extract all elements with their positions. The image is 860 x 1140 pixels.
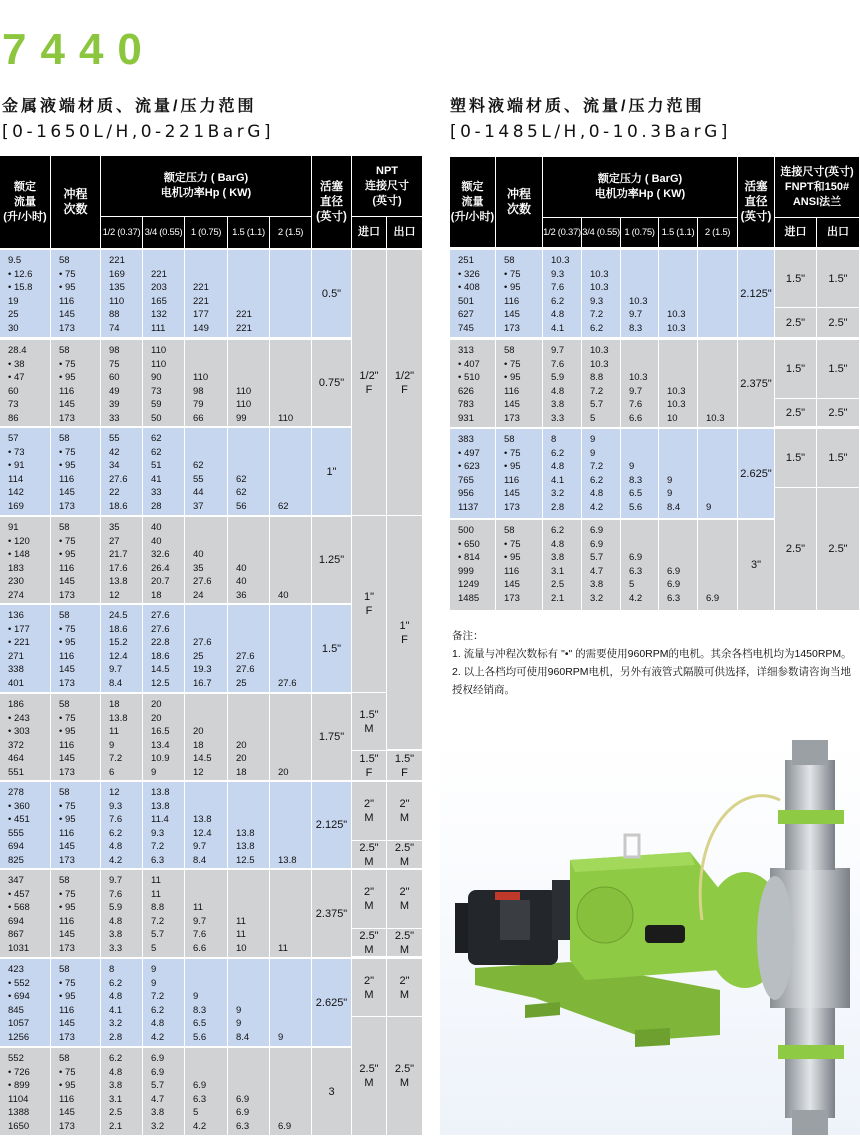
pressure-cell: 20 20 18	[228, 694, 269, 780]
pressure-cell: 9	[270, 959, 311, 1046]
outlet-size-cell: 1.5" F	[387, 751, 422, 780]
plastic-section-title: 塑料液端材质、流量/压力范围	[450, 98, 705, 115]
pressure-cell: 20	[270, 694, 311, 780]
outlet-size-cell: 2" M	[387, 959, 422, 1016]
header-hp-0: 1/2 (0.37)	[543, 218, 581, 247]
inlet-size-cell: 1.5"	[775, 250, 816, 307]
strokes-cell: 58 • 75 • 95 116 145 173	[496, 340, 542, 427]
pressure-cell: 6.2 4.8 3.8 3.1 2.5 2.1	[543, 520, 581, 610]
flow-cell: 91 • 120 • 148 183 230 274	[0, 517, 50, 603]
strokes-cell: 58 • 75 • 95 116 145 173	[496, 429, 542, 518]
flow-cell: 278 • 360 • 451 555 694 825	[0, 782, 50, 868]
pressure-cell: 6.9 6.9 5.7 4.7 3.8 3.2	[143, 1048, 184, 1135]
plunger-cell: 0.5"	[312, 250, 351, 337]
pressure-cell: 11 11 10	[228, 870, 269, 957]
inlet-size-cell: 2.5"	[775, 308, 816, 337]
pressure-cell: 8 6.2 4.8 4.1 3.2 2.8	[101, 959, 142, 1046]
flow-cell: 28.4 • 38 • 47 60 73 86	[0, 340, 50, 426]
inlet-size-cell: 2" M	[352, 870, 386, 928]
header-flow: 额定 流量 (升/小时)	[0, 156, 50, 248]
pressure-cell: 27.6 25 19.3 16.7	[185, 605, 227, 692]
pressure-cell: 55 42 34 27.6 22 18.6	[101, 428, 142, 515]
header-hp-3: 1.5 (1.1)	[659, 218, 697, 247]
plunger-cell: 3	[312, 1048, 351, 1135]
strokes-cell: 58 • 75 • 95 116 145 173	[51, 428, 100, 515]
pressure-cell: 27.6 27.6 25	[228, 605, 269, 692]
header-pressure: 额定压力 ( BarG) 电机功率Hp ( KW)	[101, 156, 311, 216]
plunger-cell: 2.625"	[312, 959, 351, 1046]
header-plunger: 活塞 直径 (英寸)	[312, 156, 351, 248]
note-line: 授权经销商。	[452, 684, 515, 696]
inlet-size-cell: 1.5"	[775, 429, 816, 487]
inlet-size-cell: 2.5"	[775, 488, 816, 610]
inlet-size-cell: 1" F	[352, 516, 386, 692]
header-outlet: 出口	[817, 218, 859, 247]
header-plunger: 活塞 直径 (英寸)	[738, 157, 774, 247]
header-strokes: 冲程 次数	[51, 156, 100, 248]
flow-cell: 552 • 726 • 899 1104 1388 1650	[0, 1048, 50, 1135]
pressure-cell: 221 221	[228, 250, 269, 337]
inlet-size-cell: 2" M	[352, 959, 386, 1016]
pressure-cell: 6.9 6.3 5 4.2	[621, 520, 658, 610]
pressure-cell: 10.3	[698, 340, 737, 427]
pressure-cell: 27.6 27.6 22.8 18.6 14.5 12.5	[143, 605, 184, 692]
flow-cell: 9.5 • 12.6 • 15.8 19 25 30	[0, 250, 50, 337]
outlet-size-cell: 1" F	[387, 516, 422, 749]
notes	[452, 627, 860, 699]
inlet-size-cell: 2.5" M	[352, 841, 386, 868]
outlet-size-cell: 2.5" M	[387, 929, 422, 956]
strokes-cell: 58 • 75 • 95 116 145 173	[51, 782, 100, 868]
pressure-cell: 10.3 10.3	[659, 250, 697, 337]
pressure-cell: 40 40 36	[228, 517, 269, 603]
plunger-cell: 2.375"	[312, 870, 351, 957]
strokes-cell: 58 • 75 • 95 116 145 173	[51, 959, 100, 1046]
header-pressure: 额定压力 ( BarG) 电机功率Hp ( KW)	[543, 157, 737, 217]
inlet-size-cell: 1.5"	[775, 340, 816, 398]
header-hp-3: 1.5 (1.1)	[228, 217, 269, 248]
pressure-cell: 221 169 135 110 88 74	[101, 250, 142, 337]
pressure-cell: 6.9 6.9 6.3	[228, 1048, 269, 1135]
outlet-size-cell: 1.5"	[817, 250, 859, 307]
pressure-cell: 12 9.3 7.6 6.2 4.8 4.2	[101, 782, 142, 868]
outlet-size-cell: 2.5"	[817, 488, 859, 610]
header-hp-4: 2 (1.5)	[270, 217, 311, 248]
plunger-cell: 1"	[312, 428, 351, 515]
pressure-cell: 6.9 6.9 5.7 4.7 3.8 3.2	[582, 520, 620, 610]
pressure-cell: 10.3 9.7 8.3	[621, 250, 658, 337]
inlet-size-cell: 2" M	[352, 782, 386, 840]
pressure-cell: 9 9 8.4	[228, 959, 269, 1046]
pressure-cell: 62 62 51 41 33 28	[143, 428, 184, 515]
pressure-cell: 13.8	[270, 782, 311, 868]
strokes-cell: 58 • 75 • 95 116 145 173	[51, 517, 100, 603]
pressure-cell	[270, 250, 311, 337]
metal-section-title: 金属液端材质、流量/压力范围	[2, 98, 257, 115]
pressure-cell: 10.3 9.3 7.6 6.2 4.8 4.1	[543, 250, 581, 337]
note-line: 1. 流量与冲程次数标有 "•" 的需要使用960RPM的电机。其余各档电机均为1450RPM。	[452, 648, 852, 660]
flow-cell: 423 • 552 • 694 845 1057 1256	[0, 959, 50, 1046]
strokes-cell: 58 • 75 • 95 116 145 173	[51, 1048, 100, 1135]
pressure-cell: 6.2 4.8 3.8 3.1 2.5 2.1	[101, 1048, 142, 1135]
pressure-cell: 10.3 10.3 8.8 7.2 5.7 5	[582, 340, 620, 427]
pressure-cell: 110 110 99	[228, 340, 269, 426]
outlet-size-cell: 1/2" F	[387, 250, 422, 515]
header-strokes: 冲程 次数	[496, 157, 542, 247]
strokes-cell: 58 • 75 • 95 116 145 173	[496, 520, 542, 610]
pressure-cell: 110	[270, 340, 311, 426]
strokes-cell: 58 • 75 • 95 116 145 173	[51, 250, 100, 337]
inlet-size-cell: 1.5" M	[352, 693, 386, 750]
pressure-cell: 13.8 13.8 11.4 9.3 7.2 6.3	[143, 782, 184, 868]
pressure-cell: 9 8.3 6.5 5.6	[185, 959, 227, 1046]
pressure-cell: 40 35 27.6 24	[185, 517, 227, 603]
header-hp-1: 3/4 (0.55)	[143, 217, 184, 248]
outlet-size-cell: 2" M	[387, 870, 422, 928]
strokes-cell: 58 • 75 • 95 116 145 173	[51, 340, 100, 426]
inlet-size-cell: 2.5" M	[352, 929, 386, 956]
flow-cell: 251 • 326 • 408 501 627 745	[450, 250, 495, 337]
pump-image	[440, 740, 860, 1135]
pressure-cell: 98 75 60 49 39 33	[101, 340, 142, 426]
outlet-size-cell: 2.5" M	[387, 1017, 422, 1135]
pressure-cell: 62	[270, 428, 311, 515]
pressure-cell: 20 20 16.5 13.4 10.9 9	[143, 694, 184, 780]
pump-illustration	[440, 740, 860, 1135]
pressure-cell: 6.9 6.9 6.3	[659, 520, 697, 610]
pressure-cell: 11 9.7 7.6 6.6	[185, 870, 227, 957]
flow-cell: 347 • 457 • 568 694 867 1031	[0, 870, 50, 957]
plunger-cell: 2.625"	[738, 429, 774, 518]
pressure-cell: 24.5 18.6 15.2 12.4 9.7 8.4	[101, 605, 142, 692]
pressure-cell: 13.8 13.8 12.5	[228, 782, 269, 868]
outlet-size-cell: 1.5"	[817, 340, 859, 398]
pressure-cell: 10.3 10.3 10	[659, 340, 697, 427]
flow-cell: 136 • 177 • 221 271 338 401	[0, 605, 50, 692]
strokes-cell: 58 • 75 • 95 116 145 173	[496, 250, 542, 337]
pressure-cell: 13.8 12.4 9.7 8.4	[185, 782, 227, 868]
pressure-cell: 62 55 44 37	[185, 428, 227, 515]
pressure-cell	[698, 250, 737, 337]
pressure-cell: 9.7 7.6 5.9 4.8 3.8 3.3	[543, 340, 581, 427]
pressure-cell: 9 9 7.2 6.2 4.8 4.2	[143, 959, 184, 1046]
plunger-cell: 2.125"	[738, 250, 774, 337]
outlet-size-cell: 2.5"	[817, 399, 859, 426]
plunger-cell: 1.25"	[312, 517, 351, 603]
strokes-cell: 58 • 75 • 95 116 145 173	[51, 605, 100, 692]
header-inlet: 进口	[352, 217, 386, 248]
plunger-cell: 1.5"	[312, 605, 351, 692]
plunger-cell: 0.75"	[312, 340, 351, 426]
inlet-size-cell: 2.5" M	[352, 1017, 386, 1135]
header-flow: 额定 流量 (升/小时)	[450, 157, 495, 247]
pressure-cell: 62 62 56	[228, 428, 269, 515]
header-inlet: 进口	[775, 218, 816, 247]
outlet-size-cell: 1.5"	[817, 429, 859, 487]
flow-cell: 57 • 73 • 91 114 142 169	[0, 428, 50, 515]
metal-section-range: [0-1650L/H,0-221BarG]	[2, 122, 275, 142]
plunger-cell: 2.375"	[738, 340, 774, 427]
header-hp-2: 1 (0.75)	[185, 217, 227, 248]
pressure-cell: 221 203 165 132 111	[143, 250, 184, 337]
pressure-cell: 18 13.8 11 9 7.2 6	[101, 694, 142, 780]
pressure-cell: 6.9	[270, 1048, 311, 1135]
plunger-cell: 1.75"	[312, 694, 351, 780]
header-connection: NPT 连接尺寸 (英寸)	[352, 156, 422, 216]
outlet-size-cell: 2.5" M	[387, 841, 422, 868]
inlet-size-cell: 1/2" F	[352, 250, 386, 515]
inlet-size-cell: 2.5"	[775, 399, 816, 426]
pressure-cell: 221 221 177 149	[185, 250, 227, 337]
plastic-section-range: [0-1485L/H,0-10.3BarG]	[450, 122, 731, 142]
pressure-cell: 9 9 8.4	[659, 429, 697, 518]
strokes-cell: 58 • 75 • 95 116 145 173	[51, 870, 100, 957]
outlet-size-cell: 2.5"	[817, 308, 859, 337]
pressure-cell: 40	[270, 517, 311, 603]
pressure-cell: 9	[698, 429, 737, 518]
pressure-cell: 8 6.2 4.8 4.1 3.2 2.8	[543, 429, 581, 518]
notes-title: 备注：	[452, 630, 484, 642]
pressure-cell: 40 40 32.6 26.4 20.7 18	[143, 517, 184, 603]
plunger-cell: 2.125"	[312, 782, 351, 868]
pressure-cell: 6.9 6.3 5 4.2	[185, 1048, 227, 1135]
flow-cell: 500 • 650 • 814 999 1249 1485	[450, 520, 495, 610]
pressure-cell: 9 8.3 6.5 5.6	[621, 429, 658, 518]
pressure-cell: 110 98 79 66	[185, 340, 227, 426]
flow-cell: 383 • 497 • 623 765 956 1137	[450, 429, 495, 518]
pressure-cell: 9 9 7.2 6.2 4.8 4.2	[582, 429, 620, 518]
strokes-cell: 58 • 75 • 95 116 145 173	[51, 694, 100, 780]
header-hp-2: 1 (0.75)	[621, 218, 658, 247]
pressure-cell: 20 18 14.5 12	[185, 694, 227, 780]
header-hp-4: 2 (1.5)	[698, 218, 737, 247]
pressure-cell: 27.6	[270, 605, 311, 692]
pressure-cell: 10.3 10.3 9.3 7.2 6.2	[582, 250, 620, 337]
header-hp-0: 1/2 (0.37)	[101, 217, 142, 248]
pressure-cell: 10.3 9.7 7.6 6.6	[621, 340, 658, 427]
flow-cell: 313 • 407 • 510 626 783 931	[450, 340, 495, 427]
model-number: 7440	[2, 25, 156, 74]
pressure-cell: 9.7 7.6 5.9 4.8 3.8 3.3	[101, 870, 142, 957]
pressure-cell: 11 11 8.8 7.2 5.7 5	[143, 870, 184, 957]
pressure-cell: 6.9	[698, 520, 737, 610]
pressure-cell: 35 27 21.7 17.6 13.8 12	[101, 517, 142, 603]
plunger-cell: 3"	[738, 520, 774, 610]
header-connection: 连接尺寸(英寸) FNPT和150# ANSI法兰	[775, 157, 859, 217]
flow-cell: 186 • 243 • 303 372 464 551	[0, 694, 50, 780]
pressure-cell: 110 110 90 73 59 50	[143, 340, 184, 426]
header-outlet: 出口	[387, 217, 422, 248]
inlet-size-cell: 1.5" F	[352, 751, 386, 780]
pressure-cell: 11	[270, 870, 311, 957]
header-hp-1: 3/4 (0.55)	[582, 218, 620, 247]
note-line: 2. 以上各档均可使用960RPM电机，另外有液管式隔膜可供选择，详细参数请咨询当地	[452, 666, 852, 678]
outlet-size-cell: 2" M	[387, 782, 422, 840]
